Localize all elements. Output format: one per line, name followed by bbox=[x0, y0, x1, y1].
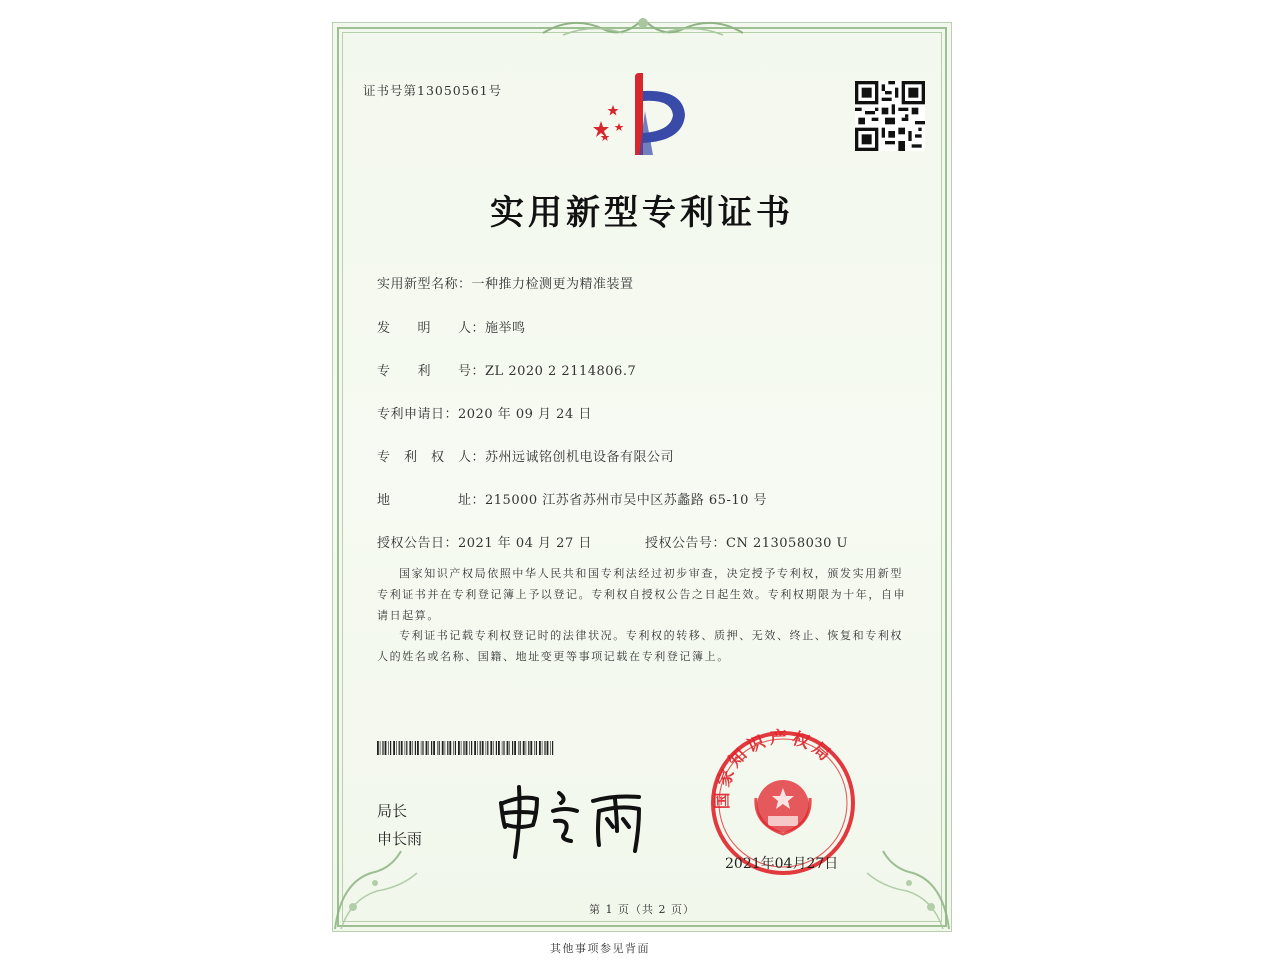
director-block bbox=[377, 797, 422, 853]
field-label: 专 利 号： bbox=[377, 364, 486, 379]
director-title: 局长 bbox=[377, 802, 408, 820]
field-inventor bbox=[377, 317, 526, 336]
seal-date: 2021年04月27日 bbox=[725, 856, 839, 872]
field-value: ZL 2020 2 2114806.7 bbox=[485, 364, 637, 379]
field-grant-date bbox=[377, 532, 592, 551]
certificate-page bbox=[332, 22, 952, 932]
field-label: 地 址： bbox=[377, 493, 486, 508]
qr-code-icon bbox=[855, 81, 925, 151]
field-patentee bbox=[377, 446, 674, 465]
signature-icon bbox=[493, 781, 653, 861]
patent-office-logo-icon bbox=[583, 71, 693, 156]
top-ornament bbox=[533, 9, 753, 43]
field-patent-number bbox=[377, 360, 636, 379]
field-label: 授权公告号： bbox=[645, 536, 727, 551]
director-name: 申长雨 bbox=[377, 830, 423, 848]
seal-text: 国家知识产权局 bbox=[712, 728, 838, 810]
page-number: 第 1 页（共 2 页） bbox=[589, 903, 695, 916]
field-value: 施举鸣 bbox=[485, 321, 526, 336]
field-address bbox=[377, 489, 767, 508]
field-value: 215000 江苏省苏州市吴中区苏蠡路 65-10 号 bbox=[485, 493, 768, 508]
field-application-date bbox=[377, 403, 592, 422]
field-value: 苏州远诚铭创机电设备有限公司 bbox=[485, 450, 675, 465]
field-label: 专 利 权 人： bbox=[377, 450, 486, 465]
corner-ornament-left bbox=[331, 843, 421, 933]
field-value: 2021 年 04 月 27 日 bbox=[458, 536, 592, 551]
field-label: 实用新型名称： bbox=[377, 277, 472, 292]
corner-ornament-right bbox=[863, 843, 953, 933]
field-utility-model-name bbox=[377, 273, 634, 292]
grant-paragraph: 国家知识产权局依照中华人民共和国专利法经过初步审查，决定授予专利权，颁发实用新型专利证书并在专利登记簿上予以登记。专利权自授权公告之日起生效。专利权期限为十年，自申请日起算。 bbox=[377, 567, 907, 622]
field-value: CN 213058030 U bbox=[726, 536, 848, 551]
field-value: 2020 年 09 月 24 日 bbox=[458, 407, 592, 422]
legal-status-paragraph: 专利证书记载专利权登记时的法律状况。专利权的转移、质押、无效、终止、恢复和专利权人的姓名或名称、国籍、地址变更等事项记载在专利登记簿上。 bbox=[377, 629, 903, 663]
field-label: 授权公告日： bbox=[377, 536, 459, 551]
footer-note: 其他事项参见背面 bbox=[550, 942, 650, 955]
field-label: 专利申请日： bbox=[377, 407, 459, 422]
field-label: 发 明 人： bbox=[377, 321, 486, 336]
certificate-title: 实用新型专利证书 bbox=[490, 193, 794, 233]
barcode-icon bbox=[377, 741, 557, 755]
field-grant-number bbox=[645, 532, 848, 551]
certificate-number: 证书号第13050561号 bbox=[363, 83, 503, 98]
field-value: 一种推力检测更为精准装置 bbox=[471, 277, 634, 292]
